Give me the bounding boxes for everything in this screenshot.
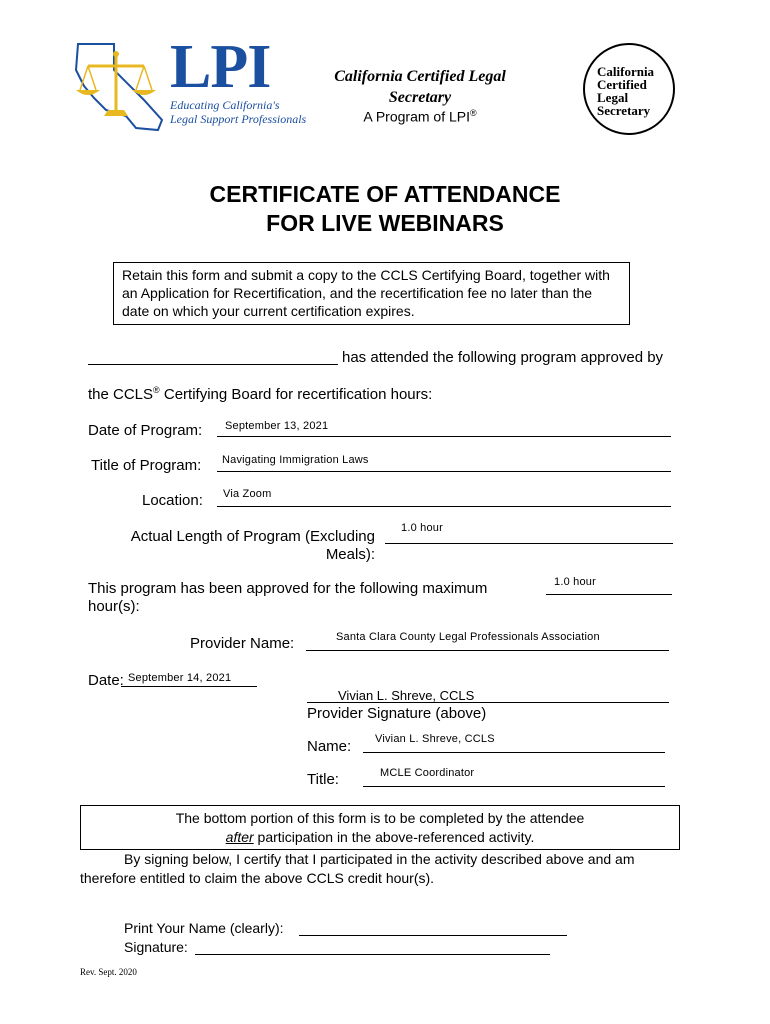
logo-wordmark: LPI xyxy=(170,33,271,101)
signer-name-label: Name: xyxy=(307,738,352,755)
date-of-program-label: Date of Program: xyxy=(88,422,203,439)
length-value: 1.0 hour xyxy=(401,522,443,534)
title-of-program-value: Navigating Immigration Laws xyxy=(222,454,369,466)
title-of-program-field[interactable] xyxy=(217,471,671,472)
date-signed-label: Date: xyxy=(88,672,124,689)
attendee-instructions-box xyxy=(80,805,680,850)
title-of-program-label: Title of Program: xyxy=(91,457,202,474)
attendance-line-1: has attended the following program approved by xyxy=(342,349,664,366)
lpi-logo xyxy=(66,33,322,132)
notice-text: Retain this form and submit a copy to the CCLS Certifying Board, together with an Application for Recertification, and the recertification fee no later than the date on which your current certification expires. xyxy=(122,267,610,319)
provider-name-field[interactable] xyxy=(306,650,669,651)
location-label: Location: xyxy=(142,492,203,509)
location-value: Via Zoom xyxy=(223,488,272,500)
provider-signature-caption: Provider Signature (above) xyxy=(307,705,487,722)
approved-hours-label: This program has been approved for the following maximum hour(s): xyxy=(88,580,488,615)
approved-hours-value: 1.0 hour xyxy=(554,576,596,588)
attendee-instructions-line-2: after participation in the above-referenced activity. xyxy=(225,829,535,845)
length-field[interactable] xyxy=(385,543,673,544)
page-title-line-2: FOR LIVE WEBINARS xyxy=(266,210,504,236)
attendee-signature-label: Signature: xyxy=(124,939,188,955)
seal-text-3: Legal xyxy=(597,90,629,105)
attendee-signature-field[interactable] xyxy=(195,954,550,955)
print-name-field[interactable] xyxy=(299,935,567,936)
page-title-line-1: CERTIFICATE OF ATTENDANCE xyxy=(209,181,561,207)
location-field[interactable] xyxy=(217,506,671,507)
program-title-line-1: California Certified Legal xyxy=(334,68,506,85)
certify-line-1: By signing below, I certify that I participated in the activity described above and am xyxy=(124,851,635,867)
logo-tagline-2: Legal Support Professionals xyxy=(170,112,307,126)
attendee-name-line[interactable] xyxy=(88,364,338,365)
attendee-instructions-line-1: The bottom portion of this form is to be completed by the attendee xyxy=(175,810,585,826)
seal-text-4: Secretary xyxy=(597,103,651,118)
print-name-label: Print Your Name (clearly): xyxy=(124,920,284,936)
signer-title-label: Title: xyxy=(307,771,339,788)
ccls-seal xyxy=(583,43,675,135)
approved-hours-field[interactable] xyxy=(546,594,672,595)
seal-text-2: Certified xyxy=(597,77,647,92)
signer-title-field[interactable] xyxy=(363,786,665,787)
signer-name-field[interactable] xyxy=(363,752,665,753)
page-title xyxy=(0,180,770,238)
seal-text-1: California xyxy=(597,64,655,79)
date-of-program-value: September 13, 2021 xyxy=(225,420,329,432)
logo-tagline-1: Educating California's xyxy=(170,98,280,112)
signer-title-value: MCLE Coordinator xyxy=(380,767,475,779)
certify-line-2: therefore entitled to claim the above CCLS credit hour(s). xyxy=(80,870,435,886)
length-label: Actual Length of Program (Excluding Meals): xyxy=(130,528,375,563)
program-subtitle: A Program of LPI® xyxy=(363,108,477,125)
program-title-line-2: Secretary xyxy=(388,89,452,106)
revision-note: Rev. Sept. 2020 xyxy=(80,967,137,977)
attendance-line-2: the CCLS® Certifying Board for recertification hours: xyxy=(88,385,433,403)
provider-signature-value: Vivian L. Shreve, CCLS xyxy=(338,688,475,703)
signer-name-value: Vivian L. Shreve, CCLS xyxy=(375,733,495,745)
notice-box xyxy=(113,262,630,325)
program-title xyxy=(320,66,520,108)
date-signed-value: September 14, 2021 xyxy=(128,672,232,684)
provider-name-label: Provider Name: xyxy=(190,635,295,652)
date-signed-field[interactable] xyxy=(121,686,257,687)
date-of-program-field[interactable] xyxy=(217,436,671,437)
provider-name-value: Santa Clara County Legal Professionals Association xyxy=(336,631,600,643)
